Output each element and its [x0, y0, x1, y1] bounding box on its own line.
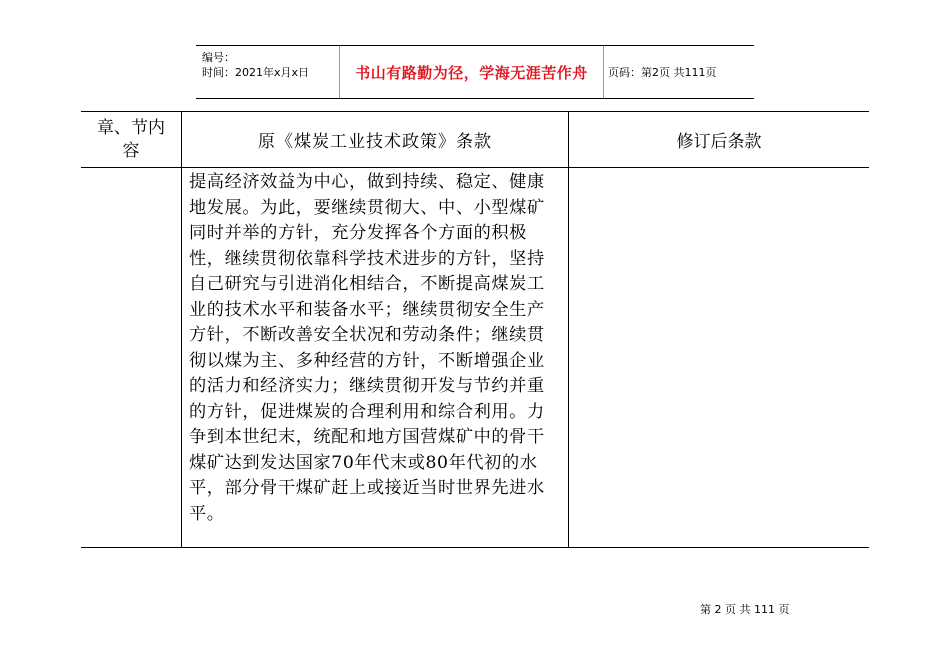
clause-text-line: 平，部分骨干煤矿赶上或接近当时世界先进水 [189, 478, 545, 498]
chapter-header-line1: 章、节内 [97, 117, 165, 138]
clause-text-line: 的活力和经济实力；继续贯彻开发与节约并重 [189, 376, 545, 396]
column-header-original: 原《煤炭工业技术政策》条款 [258, 132, 492, 152]
motto: 书山有路勤为径，学海无涯苦作舟 [339, 46, 604, 98]
header-meta [202, 50, 309, 80]
page-info: 页码：第2页 共111页 [608, 66, 717, 79]
clause-text-line: 的方针，促进煤炭的合理利用和综合利用。力 [189, 401, 545, 422]
column-header-chapter [81, 112, 181, 167]
clause-text-line: 争到本世纪末，统配和地方国营煤矿中的骨干 [189, 427, 545, 447]
time-label: 时间：2021年x月x日 [202, 66, 310, 79]
number-label: 编号： [202, 51, 235, 64]
clause-text-line: 煤矿达到发达国家70年代末或80年代初的水 [189, 452, 538, 473]
column-divider [568, 112, 569, 547]
chapter-header-line2: 容 [122, 140, 140, 161]
page-footer: 第 2 页 共 111 页 [700, 603, 790, 616]
clause-text-line: 地发展。为此，要继续贯彻大、中、小型煤矿 [189, 197, 545, 218]
header-row-divider [81, 167, 869, 168]
column-header-revised: 修订后条款 [676, 132, 762, 152]
clause-table [81, 111, 869, 548]
column-divider [181, 112, 182, 547]
clause-text-line: 业的技术水平和装备水平；继续贯彻安全生产 [189, 299, 545, 320]
clause-text-line: 性，继续贯彻依靠科学技术进步的方针，坚持 [189, 248, 545, 269]
clause-text-line: 平。 [189, 503, 225, 524]
clause-text-line: 彻以煤为主、多种经营的方针，不断增强企业 [189, 350, 545, 371]
clause-text-line: 提高经济效益为中心，做到持续、稳定、健康 [189, 172, 545, 192]
clause-text-line: 自己研究与引进消化相结合，不断提高煤炭工 [189, 274, 545, 294]
original-clause-text [189, 170, 564, 527]
clause-text-line: 方针，不断改善安全状况和劳动条件；继续贯 [189, 325, 545, 345]
document-header [196, 45, 754, 99]
clause-text-line: 同时并举的方针，充分发挥各个方面的积极 [189, 223, 527, 243]
